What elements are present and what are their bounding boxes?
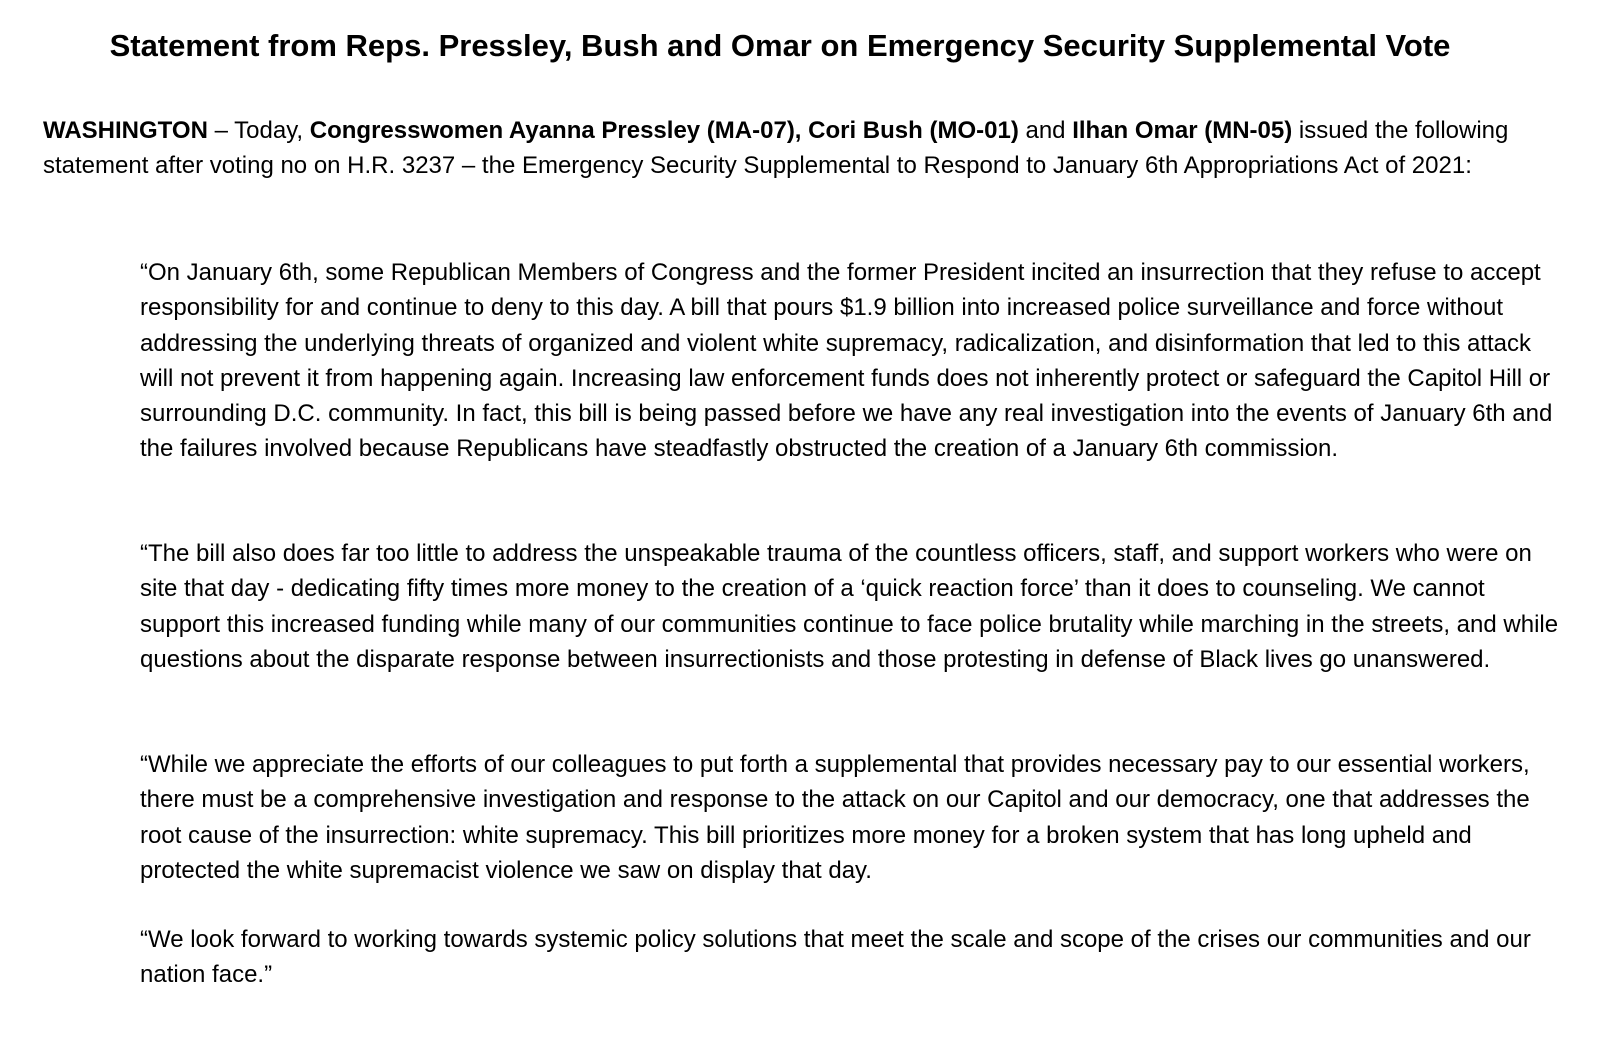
page-title: Statement from Reps. Pressley, Bush and Omar on Emergency Security Supplemental Vote [109, 28, 1451, 63]
intro-and: and [1018, 117, 1073, 144]
quote-paragraph-1: “On January 6th, some Republican Members of Congress and the former President incited an insurrection that they refuse to accept responsibility for and continue to deny to this day. A bill that pours $1.9 billion into increased police surveillance and force without addressing the underlying threats of organized and violent white supremacy, radicalization, and disinformation that led to this attack will not prevent it from happening again. Increasing law enforcement funds does not inherently protect or safeguard the Capitol Hill or surrounding D.C. community. In fact, this bill is being passed before we have any real investigation into the events of January 6th and the failures involved because Republicans have steadfastly obstructed the creation of a January 6th commission. [140, 259, 1553, 463]
intro-paragraph [43, 113, 1543, 183]
intro-dash-today: – Today, [207, 117, 310, 144]
quote-paragraph-2: “The bill also does far too little to address the unspeakable trauma of the countless officers, staff, and support workers who were on site that day - dedicating fifty times more money to the creation of a ‘quick reaction force’ than it does to counseling. We cannot support this increased funding while many of our communities continue to face police brutality while marching in the streets, and while questions about the disparate response between insurrectionists and those protesting in defense of Black lives go unanswered. [140, 540, 1559, 673]
intro-rest: issued the following statement after voting no on H.R. 3237 – the Emergency Security Supplemental to Respond to January 6th Appropriations Act of 2021: [43, 117, 1509, 179]
intro-members-bold-2: Ilhan Omar (MN-05) [1072, 117, 1293, 144]
dateline: WASHINGTON [43, 117, 208, 144]
quote-paragraph-4: “We look forward to working towards systemic policy solutions that meet the scale and scope of the crises our communities and our nation face.” [140, 926, 1531, 989]
quote-paragraph-3: “While we appreciate the efforts of our colleagues to put forth a supplemental that provides necessary pay to our essential workers, there must be a comprehensive investigation and response to the attack on our Capitol and our democracy, one that addresses the root cause of the insurrection: white supremacy. This bill prioritizes more money for a broken system that has long upheld and protected the white supremacist violence we saw on display that day. [140, 751, 1530, 884]
intro-members-bold-1: Congresswomen Ayanna Pressley (MA-07), Cori Bush (MO-01) [309, 117, 1019, 144]
